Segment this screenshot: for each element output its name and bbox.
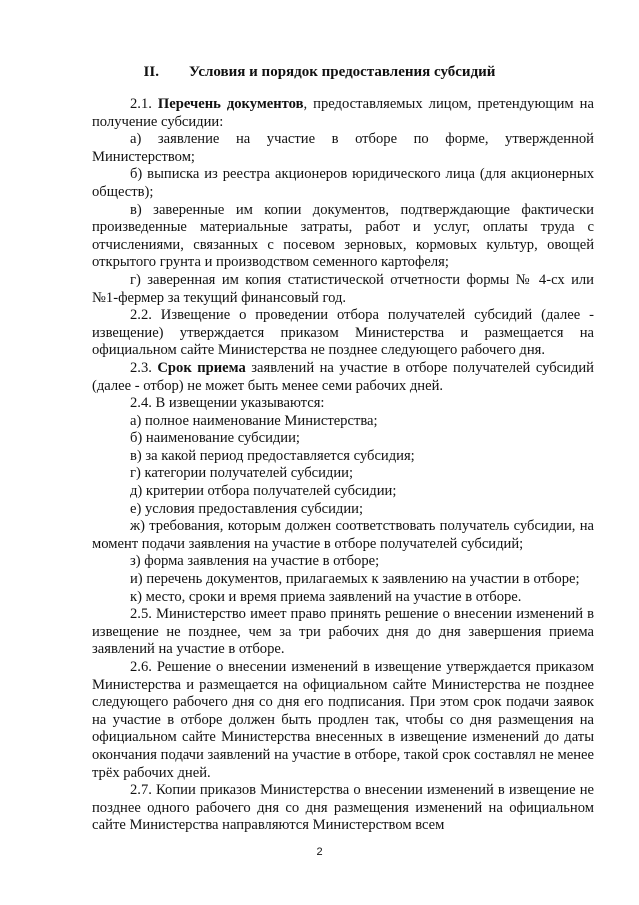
section-title: Условия и порядок предоставления субсидий [188,64,496,80]
paragraph-2-7: 2.7. Копии приказов Министерства о внесении изменений в извещение не позднее одного рабочего дня со дня размещения изменений на официальном сайте Министерства направляются Министерством всем [92,782,594,834]
list-item: б) выписка из реестра акционеров юридического лица (для акционерных обществ); [92,166,594,200]
paragraph-text: , предоставляемых лицом, претендующим на получение субсидии: [92,96,594,130]
document-body [92,96,594,835]
paragraph-text: заявлений на участие в отборе получателей субсидий (далее - отбор) не может быть менее семи рабочих дней. [92,359,594,394]
list-item: в) за какой период предоставляется субсидия; [130,447,415,464]
paragraph-number: 2.3. [130,359,158,376]
section-number: II. [143,64,159,80]
section-heading [0,63,639,81]
paragraph-2-3 [92,360,594,395]
list-item: и) перечень документов, прилагаемых к заявлению на участии в отборе; [130,571,580,588]
bold-term: Перечень документов [157,96,304,112]
list-item: ж) требования, которым должен соответствовать получатель субсидии, на момент подачи заявления на участие в отборе получателей субсидий; [92,518,594,552]
list-item: б) наименование субсидии; [130,430,300,447]
list-item: к) место, сроки и время приема заявлений на участие в отборе. [130,588,522,605]
list-item: з) форма заявления на участие в отборе; [130,553,380,570]
list-item: д) критерии отбора получателей субсидии; [130,483,397,500]
list-item: г) заверенная им копия статистической отчетности формы № 4-сх или №1-фермер за текущий финансовый год. [92,271,594,306]
paragraph-2-4: 2.4. В извещении указываются: [130,395,325,412]
paragraph-2-5: 2.5. Министерство имеет право принять решение о внесении изменений в извещение не позднее, чем за три рабочих дня до дня завершения приема заявлений на участие в отборе. [92,606,594,658]
paragraph-2-6: 2.6. Решение о внесении изменений в извещение утверждается приказом Министерства и размещается на официальном сайте Министерства не позднее следующего рабочего дня со дня его подписания. При этом срок подачи заявок на участие в отборе должен быть продлен так, чтобы со дня размещения на официальном сайте Министерства внесенных в извещение изменений до даты окончания подачи заявлений на участие в отборе, такой срок составлял не менее трёх рабочих дней. [92,659,594,781]
list-item: в) заверенные им копии документов, подтверждающие фактически произведенные материальные затраты, работ и услуг, оплаты труда с отчислениями, связанных с посевом зерновых, кормовых культур, овощей открытого грунта и производством семенного картофеля; [92,201,594,271]
paragraph-number: 2.1. [130,96,158,112]
list-item: е) условия предоставления субсидии; [130,500,364,517]
page-number: 2 [316,846,323,858]
paragraph-2-1 [92,96,594,131]
list-item: г) категории получателей субсидии; [130,465,354,482]
paragraph-2-2: 2.2. Извещение о проведении отбора получателей субсидий (далее - извещение) утверждается приказом Министерства и размещается на официальном сайте Министерства не позднее следующего рабочего дня. [92,307,594,359]
bold-term: Срок приема [157,359,246,376]
list-item: а) заявление на участие в отборе по форме, утвержденной Министерством; [92,131,594,165]
list-item: а) полное наименование Министерства; [130,412,378,429]
